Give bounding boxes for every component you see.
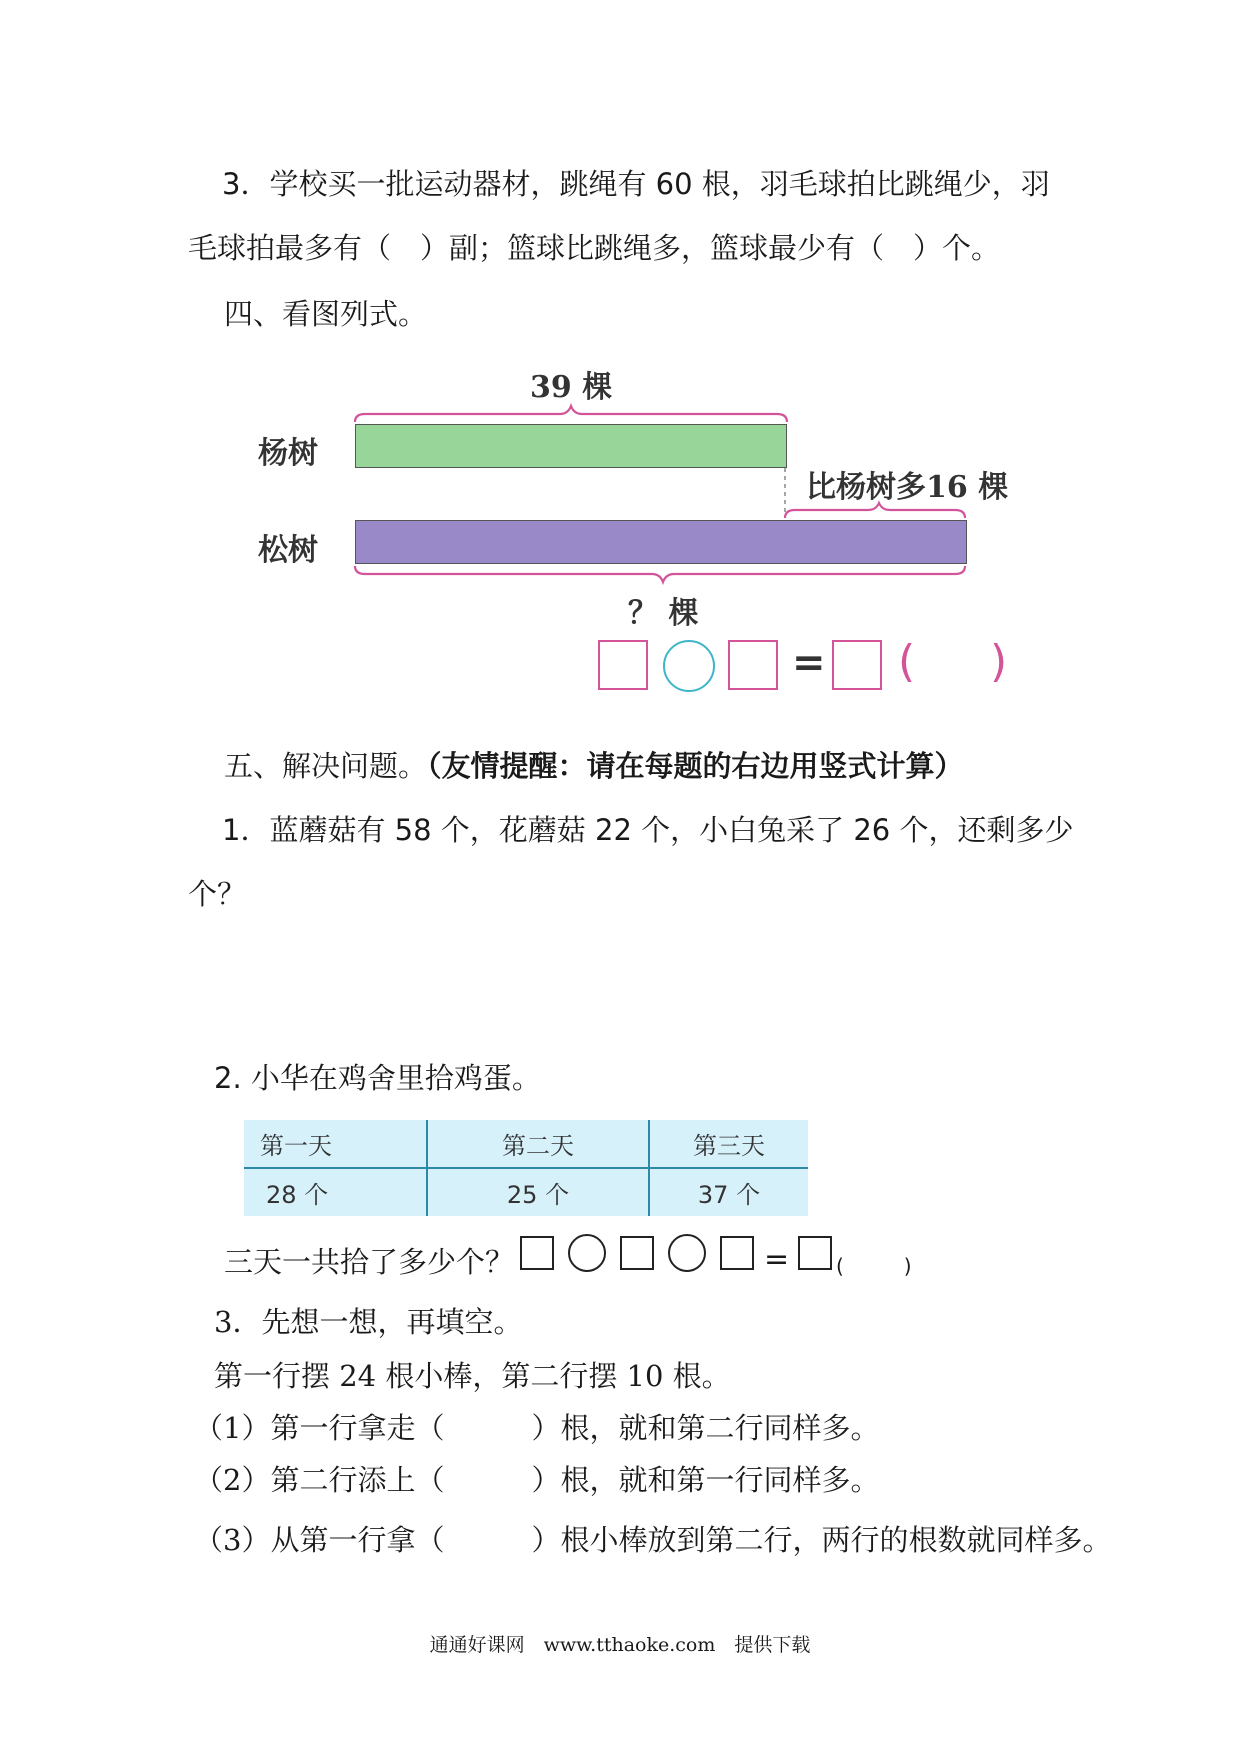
answer-box-c[interactable] <box>720 1236 754 1270</box>
value-day-1: 28 个 <box>244 1168 427 1216</box>
unit-paren-open: ( <box>898 636 916 687</box>
section-5-hint: （友情提醒：请在每题的右边用竖式计算） <box>427 749 964 783</box>
operator-circle-a[interactable] <box>568 1234 606 1272</box>
top-label: 39 棵 <box>530 370 613 405</box>
problem-3-part-1: （1）第一行拿走（ ）根，就和第二行同样多。 <box>194 1411 880 1445</box>
answer-box-1[interactable] <box>598 640 648 690</box>
problem-1-line-1: 1．蓝蘑菇有 58 个，花蘑菇 22 个，小白兔采了 26 个，还剩多少 <box>222 813 1074 847</box>
answer-box-2[interactable] <box>728 640 778 690</box>
operator-circle-b[interactable] <box>668 1234 706 1272</box>
answer-box-a[interactable] <box>520 1236 554 1270</box>
table-header-row <box>244 1120 808 1168</box>
q3-line-1: 3．学校买一批运动器材，跳绳有 60 根，羽毛球拍比跳绳少，羽 <box>222 167 1050 201</box>
bottom-brace <box>355 566 965 582</box>
table-value-row <box>244 1168 808 1216</box>
answer-box-3[interactable] <box>832 640 882 690</box>
equals-sign: = <box>792 640 826 686</box>
q3-line-2: 毛球拍最多有（ ）副；篮球比跳绳多，篮球最少有（ ）个。 <box>188 231 1001 265</box>
page-footer: 通通好课网 www.tthaoke.com 提供下载 <box>429 1634 811 1656</box>
problem-3-part-3: （3）从第一行拿（ ）根小棒放到第二行，两行的根数就同样多。 <box>194 1523 1112 1557</box>
more-label: 比杨树多16 棵 <box>806 470 1009 505</box>
header-day-3: 第三天 <box>649 1120 808 1168</box>
value-day-2: 25 个 <box>427 1168 649 1216</box>
yang-label: 杨树 <box>258 436 318 471</box>
total-label: ？ 棵 <box>628 596 699 631</box>
section-4-title: 四、看图列式。 <box>224 297 428 331</box>
problem-2-unit-paren: ( ) <box>836 1254 912 1278</box>
song-bar <box>355 520 967 564</box>
header-day-1: 第一天 <box>244 1120 427 1168</box>
yang-bar <box>355 424 787 468</box>
section-5-label: 五、解决问题。 <box>224 749 428 783</box>
header-day-2: 第二天 <box>427 1120 649 1168</box>
problem-2-title: 2. 小华在鸡舍里拾鸡蛋。 <box>214 1061 541 1095</box>
value-day-3: 37 个 <box>697 1181 761 1209</box>
problem-2-question: 三天一共拾了多少个？ <box>224 1245 515 1279</box>
problem-3-title: 3．先想一想，再填空。 <box>214 1305 523 1339</box>
unit-paren-close: ) <box>990 636 1008 687</box>
section-5-title <box>224 746 964 786</box>
problem-3-part-2: （2）第二行添上（ ）根，就和第一行同样多。 <box>194 1463 880 1497</box>
answer-box-result[interactable] <box>798 1236 832 1270</box>
answer-box-b[interactable] <box>620 1236 654 1270</box>
problem-1-line-2: 个？ <box>188 877 247 911</box>
egg-table <box>244 1120 808 1216</box>
operator-circle[interactable] <box>663 640 715 692</box>
song-label: 松树 <box>258 533 318 568</box>
problem-3-given: 第一行摆 24 根小棒，第二行摆 10 根。 <box>214 1359 731 1393</box>
problem-2-equals: = <box>764 1242 790 1277</box>
top-brace <box>355 406 787 422</box>
